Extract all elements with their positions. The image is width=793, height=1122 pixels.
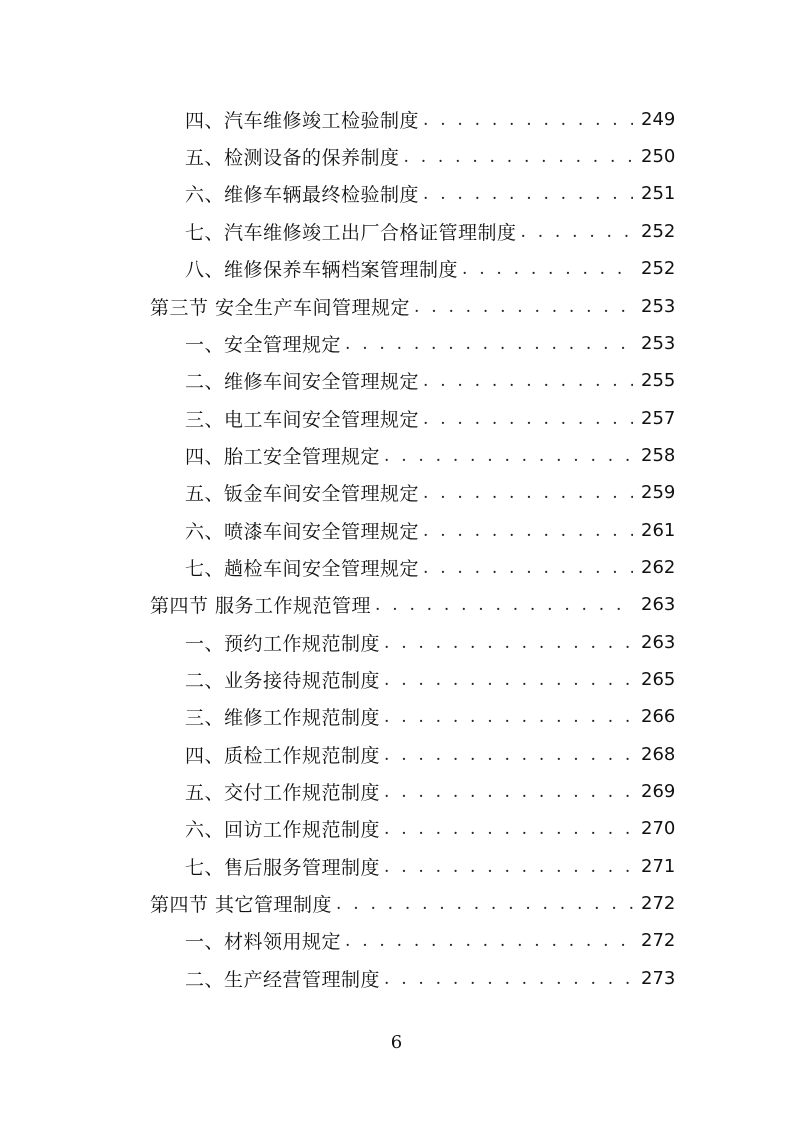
toc-entry-page: 270 xyxy=(641,817,675,839)
dot-leader xyxy=(384,819,633,839)
toc-entry xyxy=(185,365,675,395)
toc-entry-label: 一、材料领用规定 xyxy=(185,930,342,953)
dot-leader xyxy=(423,371,633,391)
dot-leader xyxy=(375,595,633,615)
toc-section-entry xyxy=(150,291,675,321)
dot-leader xyxy=(345,931,633,951)
toc-section-label: 第四节 服务工作规范管理 xyxy=(150,594,372,617)
toc-entry xyxy=(185,664,675,694)
toc-entry-label: 六、回访工作规范制度 xyxy=(185,818,381,841)
dot-leader xyxy=(462,259,633,279)
dot-leader xyxy=(384,633,633,653)
toc-entry-label: 一、预约工作规范制度 xyxy=(185,632,381,655)
toc-entry xyxy=(185,515,675,545)
toc-entry xyxy=(185,253,675,283)
toc-entry xyxy=(185,552,675,582)
toc-entry-page: 263 xyxy=(641,631,675,653)
toc-entry xyxy=(185,776,675,806)
toc-entry-label: 四、胎工安全管理规定 xyxy=(185,445,381,468)
toc-entry-page: 271 xyxy=(641,855,675,877)
dot-leader xyxy=(414,297,633,317)
toc-entry-label: 四、质检工作规范制度 xyxy=(185,744,381,767)
toc-entry-label: 七、售后服务管理制度 xyxy=(185,856,381,879)
toc-entry xyxy=(185,477,675,507)
dot-leader xyxy=(384,745,633,765)
page-number: 6 xyxy=(390,1032,403,1053)
toc-entry xyxy=(185,403,675,433)
dot-leader xyxy=(423,184,633,204)
dot-leader xyxy=(345,334,633,354)
toc-entry-page: 261 xyxy=(641,519,675,541)
dot-leader xyxy=(423,521,633,541)
toc-entry-label: 二、维修车间安全管理规定 xyxy=(185,370,420,393)
dot-leader xyxy=(384,857,633,877)
toc-entry-page: 273 xyxy=(641,967,675,989)
toc-entry-page: 268 xyxy=(641,743,675,765)
toc-entry xyxy=(185,627,675,657)
toc-entry-page: 266 xyxy=(641,705,675,727)
toc-entry xyxy=(185,851,675,881)
dot-leader xyxy=(423,558,633,578)
toc-entry-label: 三、电工车间安全管理规定 xyxy=(185,408,420,431)
toc-entry xyxy=(185,701,675,731)
dot-leader xyxy=(384,782,633,802)
dot-leader xyxy=(384,707,633,727)
toc-section-page: 272 xyxy=(641,892,675,914)
toc-entry-label: 四、汽车维修竣工检验制度 xyxy=(185,109,420,132)
toc-entry-label: 五、钣金车间安全管理规定 xyxy=(185,482,420,505)
toc-entry xyxy=(185,178,675,208)
toc-entry-page: 252 xyxy=(641,257,675,279)
toc-entry-label: 六、维修车辆最终检验制度 xyxy=(185,183,420,206)
dot-leader xyxy=(423,110,633,130)
dot-leader xyxy=(384,969,633,989)
dot-leader xyxy=(423,409,633,429)
dot-leader xyxy=(404,147,633,167)
toc-section-page: 263 xyxy=(641,593,675,615)
toc-entry xyxy=(185,216,675,246)
toc-section-label: 第三节 安全生产车间管理规定 xyxy=(150,296,411,319)
toc-entry-page: 272 xyxy=(641,929,675,951)
toc-entry-page: 265 xyxy=(641,668,675,690)
toc-entry xyxy=(185,141,675,171)
toc-entry xyxy=(185,739,675,769)
toc-section-page: 253 xyxy=(641,295,675,317)
toc-entry-page: 259 xyxy=(641,481,675,503)
toc-entry-page: 250 xyxy=(641,145,675,167)
toc-entry-page: 262 xyxy=(641,556,675,578)
dot-leader xyxy=(384,446,633,466)
dot-leader xyxy=(336,894,633,914)
toc-entry-page: 252 xyxy=(641,220,675,242)
toc-entry xyxy=(185,813,675,843)
toc-entry-label: 二、生产经营管理制度 xyxy=(185,968,381,991)
toc-entry-label: 三、维修工作规范制度 xyxy=(185,706,381,729)
dot-leader xyxy=(384,670,633,690)
toc-entry xyxy=(185,328,675,358)
toc-entry-label: 五、检测设备的保养制度 xyxy=(185,146,400,169)
toc-entry-page: 258 xyxy=(641,444,675,466)
toc-entry xyxy=(185,925,675,955)
toc-section-entry xyxy=(150,589,675,619)
toc-entry xyxy=(185,104,675,134)
toc-section-label: 第四节 其它管理制度 xyxy=(150,893,333,916)
toc-entry-label: 一、安全管理规定 xyxy=(185,333,342,356)
toc-entry-page: 269 xyxy=(641,780,675,802)
toc-entry-label: 七、汽车维修竣工出厂合格证管理制度 xyxy=(185,221,517,244)
toc-entry-page: 257 xyxy=(641,407,675,429)
dot-leader xyxy=(521,222,633,242)
dot-leader xyxy=(423,483,633,503)
toc-entry-label: 二、业务接待规范制度 xyxy=(185,669,381,692)
toc-section-entry xyxy=(150,888,675,918)
toc-entry-page: 253 xyxy=(641,332,675,354)
toc-entry-page: 249 xyxy=(641,108,675,130)
toc-entry-page: 251 xyxy=(641,182,675,204)
toc-entry-label: 八、维修保养车辆档案管理制度 xyxy=(185,258,459,281)
toc-entry-label: 七、趟检车间安全管理规定 xyxy=(185,557,420,580)
toc-entry xyxy=(185,963,675,993)
toc-entry xyxy=(185,440,675,470)
toc-entry-label: 六、喷漆车间安全管理规定 xyxy=(185,520,420,543)
toc-entry-label: 五、交付工作规范制度 xyxy=(185,781,381,804)
toc-entry-page: 255 xyxy=(641,369,675,391)
